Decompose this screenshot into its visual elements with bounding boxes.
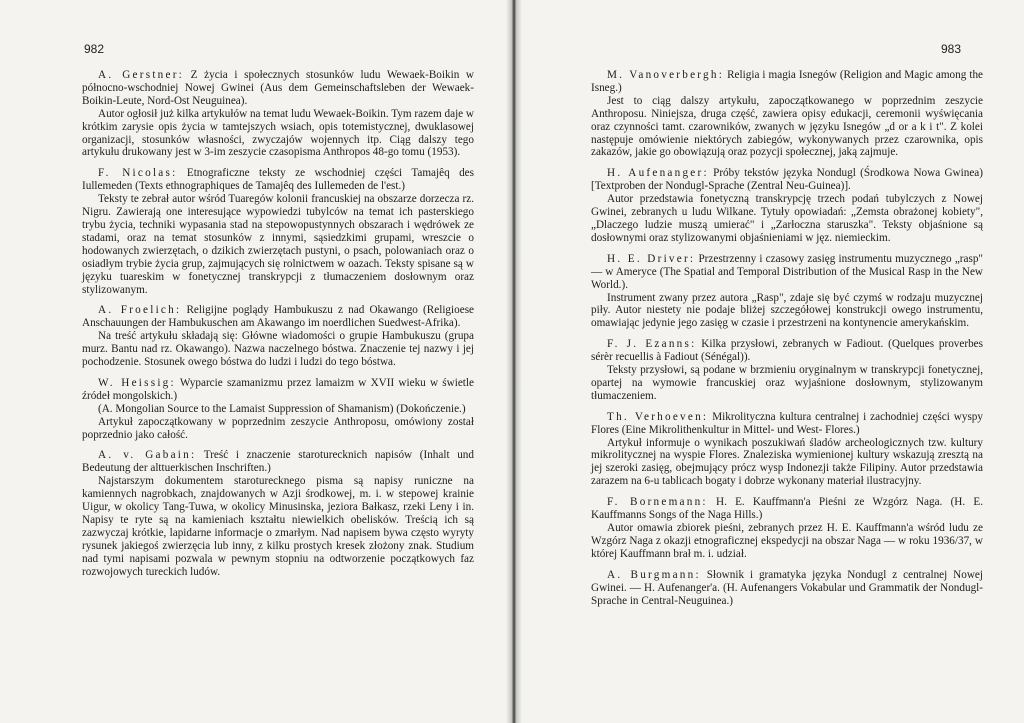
review-entry bbox=[82, 167, 474, 296]
entry-heading-paragraph bbox=[82, 69, 474, 108]
review-entry bbox=[591, 69, 983, 159]
entry-body-paragraph bbox=[591, 364, 983, 403]
entry-body-paragraph bbox=[82, 475, 474, 578]
review-entry bbox=[591, 338, 983, 403]
entry-heading-paragraph bbox=[591, 496, 983, 522]
entry-text: (A. Mongolian Source to the Lamaist Suppression of Shamanism) (Dokończenie.) bbox=[98, 402, 466, 415]
review-entry bbox=[591, 569, 983, 608]
entry-heading-paragraph bbox=[591, 338, 983, 364]
entry-text: Teksty te zebrał autor wśród Tuaregów kolonii francuskiej na obszarze dorzecza rz. Nigru. Zawierają one interesujące wypowiedzi tubylców na temat ich pasterskiego trybu życia, techniki wypasania stad na stepowopustynnych obszarach i wędrówek ze stadami, oraz na temat stosunków z innymi, sąsiedzkimi grupami, wreszcie o hodowanych zwierzętach, o dzikich zwierzętach pustyni, o psach, polowaniach oraz o osiadłym trybie życia grup, zajmujących się rolnictwem w oazach. Teksty spisane są w języku tuareskim w fonetycznej transkrypcji z tłumaczeniem dosłownym oraz stylizowanym. bbox=[82, 193, 474, 296]
entry-author: F. Nicolas: bbox=[98, 167, 178, 180]
entry-text: Artykuł zapoczątkowany w poprzednim zeszycie Anthroposu, omówiony został poprzednio jako całość. bbox=[82, 415, 474, 441]
entry-text: Z życia i społecznych stosunków ludu Wewaek-Boikin w północno-wschodniej Nowej Gwinei (Aus dem Gemeinschaftsleben der Wewaek-Boikin-Leute, Nord-Ost Neuguinea). bbox=[82, 69, 475, 107]
entry-text: Autor przedstawia fonetyczną transkrypcję trzech podań tubylczych z Nowej Gwinei, zebranych u ludu Wilkane. Tytuły opowiadań: „Zemsta obrażonej kobiety", „Dlaczego ludzie muszą umierać" i „Zarłoczna staruszka". Teksty objaśnione są dosłownymi oraz stylizowanymi objaśnieniami w jęz. niemieckim. bbox=[591, 193, 983, 244]
entry-body-paragraph bbox=[591, 95, 983, 160]
entry-body-paragraph bbox=[591, 292, 983, 331]
entry-text: Religia i magia Isnegów (Religion and Magic among the Isneg.) bbox=[591, 69, 984, 94]
entry-author: A. v. Gabain: bbox=[98, 449, 197, 462]
review-entry bbox=[82, 69, 474, 159]
review-entry bbox=[82, 449, 474, 578]
entry-text: Próby tekstów języka Nondugl (Środkowa Nowa Gwinea) [Textproben der Nondugl-Sprache (Zentral Neu-Guinea)]. bbox=[591, 167, 983, 193]
right-page bbox=[513, 0, 1024, 723]
entry-heading-paragraph bbox=[591, 167, 983, 193]
entry-text: Kilka przysłowi, zebranych w Fadiout. (Quelques proverbes sérèr recuellis à Fadiout (Sénégal)). bbox=[591, 338, 984, 364]
entry-body-paragraph bbox=[82, 193, 474, 296]
entry-text: Artykuł informuje o wynikach poszukiwań śladów archeologicznych tzw. kultury mikrolitycznej na wyspie Flores. Znaleziska wymienionej kultury wskazują zresztą na jej szeroki zasięg, obejmujący prócz wysp Indonezji także Filipiny. Autor przedstawia zarazem na 6-u tablicach bogaty i dobrze wykonany materiał ilustracyjny. bbox=[591, 436, 983, 488]
review-entry bbox=[82, 377, 474, 442]
book-gutter bbox=[506, 0, 522, 723]
entry-text: Autor omawia zbiorek pieśni, zebranych przez H. E. Kauffmann'a wśród ludu ze Wzgórz Naga z okazji etnograficznej ekspedycji na obszar Naga — w roku 1936/37, w której Kauffmann brał m. i. udział. bbox=[591, 522, 983, 560]
entry-author: F. J. Ezanns: bbox=[607, 338, 697, 351]
page-number-right: 983 bbox=[941, 42, 962, 56]
entry-author: A. Gerstner: bbox=[98, 69, 185, 81]
entry-heading-paragraph bbox=[591, 411, 983, 437]
entry-author: H. E. Driver: bbox=[607, 252, 696, 265]
entry-text: Teksty przysłowi, są podane w brzmieniu oryginalnym w transkrypcji fonetycznej, opartej na wymowie francuskiej oraz wyjaśnione dosłownym, stylizowanym tłumaczeniem. bbox=[591, 364, 983, 402]
entry-body-paragraph bbox=[82, 403, 474, 416]
right-column bbox=[591, 69, 983, 615]
entry-author: H. Aufenanger: bbox=[607, 167, 709, 180]
entry-text: Na treść artykułu składają się: Główne wiadomości o grupie Hambukuszu (grupa murz. Bantu nad rz. Okawango). Nazwa naczelnego bóstwa. Znaczenie tej nazwy i jej pochodzenie. Stosunek owego bóstwa do ludzi i ludzi do tego bóstwa. bbox=[82, 330, 474, 369]
entry-text: Religijne poglądy Hambukuszu z nad Okawango (Religioese Anschauungen der Hambukuschen am Akawango im noerdlichen Suedwest-Afrika). bbox=[82, 304, 475, 330]
entry-text: Etnograficzne teksty ze wschodniej części Tamajêq des Iullemeden (Texts ethnographiques de Tamajêq des Iullemeden de l'est.) bbox=[82, 167, 474, 193]
entry-author: F. Bornemann: bbox=[607, 496, 708, 509]
entry-author: A. Burgmann: bbox=[607, 568, 701, 581]
entry-body-paragraph bbox=[591, 193, 983, 245]
entry-text: Mikrolityczna kultura centralnej i zachodniej części wyspy Flores (Eine Mikrolithenkultur in Mittel- und West- Flores.) bbox=[591, 410, 983, 436]
review-entry bbox=[591, 253, 983, 330]
left-column bbox=[82, 69, 474, 587]
entry-body-paragraph bbox=[82, 108, 474, 160]
entry-body-paragraph bbox=[82, 416, 474, 442]
page-number-left: 982 bbox=[84, 42, 105, 56]
entry-heading-paragraph bbox=[82, 377, 474, 403]
entry-heading-paragraph bbox=[591, 569, 983, 608]
entry-text: Słownik i gramatyka języka Nondugl z centralnej Nowej Gwinei. — H. Aufenanger'a. (H. Aufenangers Vokabular und Grammatik der Nondugl-Sprache in Central-Neuguinea.) bbox=[591, 568, 983, 607]
review-entry bbox=[591, 411, 983, 488]
entry-text: Jest to ciąg dalszy artykułu, zapoczątkowanego w poprzednim zeszycie Anthroposu. Niniejsza, druga część, zawiera opisy edukacji, ceremonii wyświęcania oraz czynności tamt. czarowników, zwanych w języku Isnegów „d or a k i t". Z kolei następuje omówienie niektórych zabiegów, wykonywanych przez czarownika, opis zakazów, jakie go obowiązują oraz pozycji społecznej, jaką zajmuje. bbox=[591, 94, 983, 159]
entry-text: H. E. Kauffmann'a Pieśni ze Wzgórz Naga. (H. E. Kauffmanns Songs of the Naga Hills.) bbox=[591, 496, 984, 522]
review-entry bbox=[591, 167, 983, 244]
entry-author: W. Heissig: bbox=[98, 376, 176, 389]
entry-body-paragraph bbox=[591, 522, 983, 561]
review-entry bbox=[591, 496, 983, 561]
entry-author: M. Vanoverbergh: bbox=[607, 69, 725, 81]
entry-text: Instrument zwany przez autora „Rasp", zdaje się być czymś w rodzaju muzycznej piły. Autor niestety nie podaje bliżej szczegółowej konstrukcji owego instrumentu, omawiając jedynie jego zasięg w czasie i przestrzeni na kontynencie amerykańskim. bbox=[591, 291, 983, 330]
entry-text: Najstarszym dokumentem staroturecknego pisma są napisy runiczne na kamiennych nagrobkach, znajdowanych w Azji środkowej, m. i. w stepowej krainie Uigur, w okolicy Tang-Tuwa, w okolicy Minusinska, jeziora Bałkasz, rzeki Leny i in. Napisy te ryte są na kamieniach kształtu niewielkich obelisków. Treścią ich są zazwyczaj krótkie, lapidarne informacje o zmarłym. Nad napisem bywa często wyryty rysunek jakiegoś zwierzęcia lub inny, z kilku prostych kresek złożony znak. Studium nad tymi napisami pozwala w pewnym stopniu na odtworzenie początkowych faz rozwojowych tureckich ludów. bbox=[82, 475, 474, 578]
entry-body-paragraph bbox=[82, 330, 474, 369]
entry-heading-paragraph bbox=[591, 69, 983, 95]
review-entry bbox=[82, 304, 474, 369]
entry-author: A. Froelich: bbox=[98, 304, 182, 317]
entry-text: Autor ogłosił już kilka artykułów na temat ludu Wewaek-Boikin. Tym razem daje w krótkim zarysie opis życia w tamtejszych wsiach, opis totemistycznej, dwuklasowej organizacji, stosunków własności, zwyczajów wojennych itp. Ciąg dalszy tego artykułu drukowany jest w 3-im zeszycie czasopisma Anthropos 48-go tomu (1953). bbox=[82, 107, 475, 159]
entry-heading-paragraph bbox=[591, 253, 983, 292]
entry-body-paragraph bbox=[591, 437, 983, 489]
entry-author: Th. Verhoeven: bbox=[607, 410, 709, 423]
entry-text: Przestrzenny i czasowy zasięg instrumentu muzycznego „rasp" — w Ameryce (The Spatial and Temporal Distribution of the Musical Rasp in the New World.). bbox=[591, 252, 983, 291]
entry-heading-paragraph bbox=[82, 167, 474, 193]
entry-heading-paragraph bbox=[82, 304, 474, 330]
entry-text: Treść i znaczenie staroturecknich napisów (Inhalt und Bedeutung der alttuerkischen Inschriften.) bbox=[82, 449, 474, 475]
entry-heading-paragraph bbox=[82, 449, 474, 475]
entry-text: Wyparcie szamanizmu przez lamaizm w XVII wieku w świetle źródeł mongolskich.) bbox=[82, 376, 474, 402]
